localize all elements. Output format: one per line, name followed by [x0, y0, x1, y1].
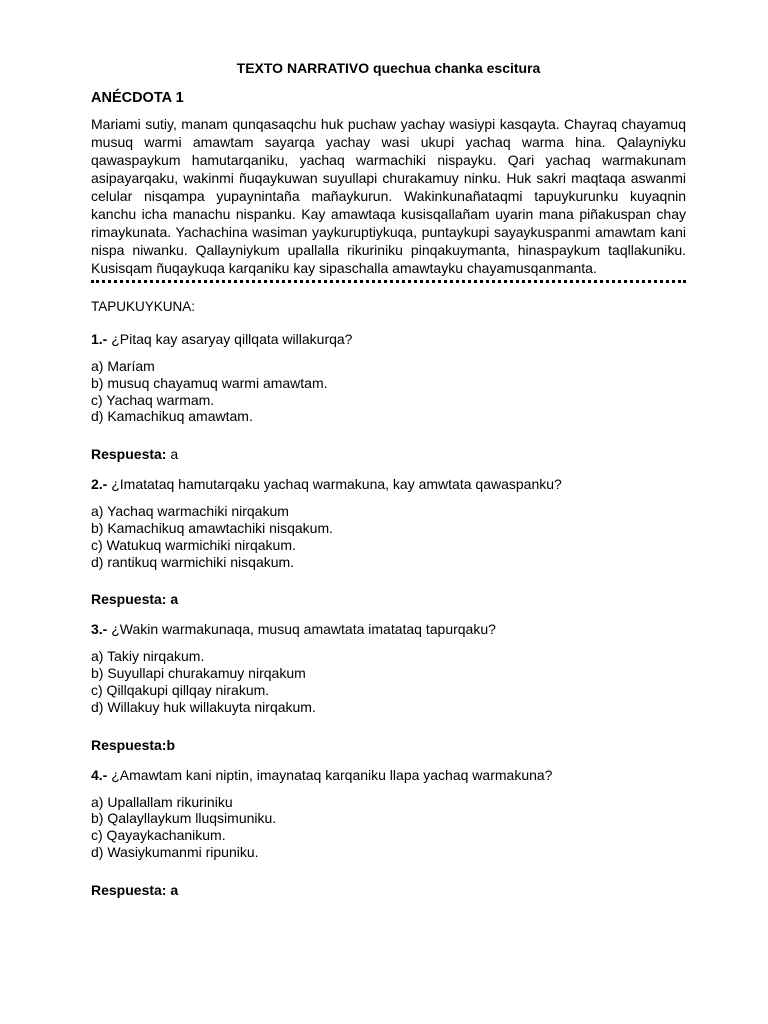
option-a: a) Takiy nirqakum.: [91, 648, 205, 665]
option-c: c) Qayaykachanikum.: [91, 827, 226, 844]
question-text: ¿Amawtam kani niptin, imaynataq karqaniku llapa yachaq warmakuna?: [111, 766, 553, 783]
answer-1: [91, 445, 686, 463]
question-text: ¿Imatataq hamutarqaku yachaq warmakuna, kay amwtata qawaspanku?: [111, 476, 562, 493]
questions-heading: TAPUKUYKUNA:: [91, 299, 196, 314]
options-list: [91, 648, 686, 715]
answer-4: [91, 881, 686, 899]
option-d: d) Willakuy huk willakuyta nirqakum.: [91, 698, 316, 715]
question-number: 3.-: [91, 621, 108, 638]
question-2: [91, 475, 686, 493]
options-list: [91, 358, 686, 425]
option-c: c) Qillqakupi qillqay nirakum.: [91, 681, 270, 698]
question-block-2: [91, 475, 686, 608]
option-c: c) Yachaq warmam.: [91, 391, 215, 408]
option-d: d) Kamachikuq amawtam.: [91, 408, 253, 425]
answer-label: Respuesta: a: [91, 881, 179, 898]
option-b: b) Qalayllaykum lluqsimuniku.: [91, 810, 277, 827]
question-number: 2.-: [91, 476, 108, 493]
option-b: b) musuq chayamuq warmi amawtam.: [91, 374, 328, 391]
option-a: a) Yachaq warmachiki nirqakum: [91, 503, 289, 520]
question-text: ¿Wakin warmakunaqa, musuq amawtata imatataq tapurqaku?: [111, 621, 496, 638]
answer-2: [91, 590, 686, 608]
option-b: b) Suyullapi churakamuy nirqakum: [91, 665, 306, 682]
story-paragraph: Mariami sutiy, manam qunqasaqchu huk puchaw yachay wasiypi kasqayta. Chayraq chayamuq musuq warmi amawtam sayarqa yachay wasi ukupi yachaq warma hina. Qalayniyku qawaspaykum hamutarqaniku, yachaq warmachiki nispayku. Qari yachaq warmakunam asipayarqaku, wakinmi ñuqaykuwan suyullapi churakamuy ninku. Huk sakri maqtaqa aswanmi celular nisqampa yupaynintaña mañaykurun. Wakinkunañataqmi tapuykurunku kuyaqnin kanchu icha manachu nispanku. Kay amawtaqa kusisqallañam uyarin mana piñakuspan chay rimaykunata. Yachachina wasiman yaykuruptiykuqa, puntaykupi sayaykuspanmi amawtam kani nispa niwanku. Qallayniykum upallalla rikuriniku pinqakuymanta, hinaspaykum taqllakuniku. Kusisqam ñuqaykuqa karqaniku kay sipaschalla amawtayku chayamusqanmanta.: [91, 116, 686, 276]
option-d: d) rantikuq warmichiki nisqakum.: [91, 553, 295, 570]
option-d: d) Wasiykumanmi ripuniku.: [91, 843, 259, 860]
question-block-3: [91, 620, 686, 753]
option-a: a) Upallallam rikuriniku: [91, 793, 233, 810]
answer-label: Respuesta:: [91, 446, 167, 463]
question-number: 1.-: [91, 331, 108, 347]
document-content: [91, 59, 686, 911]
question-4: [91, 766, 686, 784]
question-1: [91, 330, 686, 348]
answer-3: [91, 736, 686, 754]
question-block-4: [91, 766, 686, 899]
answer-label: Respuesta: a: [91, 591, 179, 608]
question-3: [91, 620, 686, 638]
dotted-divider: [91, 280, 686, 283]
page-title: TEXTO NARRATIVO quechua chanka escitura: [236, 60, 541, 76]
anecdote-heading: ANÉCDOTA 1: [91, 90, 184, 106]
option-b: b) Kamachikuq amawtachiki nisqakum.: [91, 519, 333, 536]
options-list: [91, 503, 686, 570]
answer-value: a: [170, 446, 179, 463]
answer-label: Respuesta:b: [91, 736, 176, 753]
question-block-1: [91, 330, 686, 463]
option-c: c) Watukuq warmichiki nirqakum.: [91, 536, 296, 553]
question-text: ¿Pitaq kay asaryay qillqata willakurqa?: [111, 331, 353, 347]
option-a: a) Maríam: [91, 358, 155, 374]
question-number: 4.-: [91, 766, 108, 783]
options-list: [91, 794, 686, 861]
